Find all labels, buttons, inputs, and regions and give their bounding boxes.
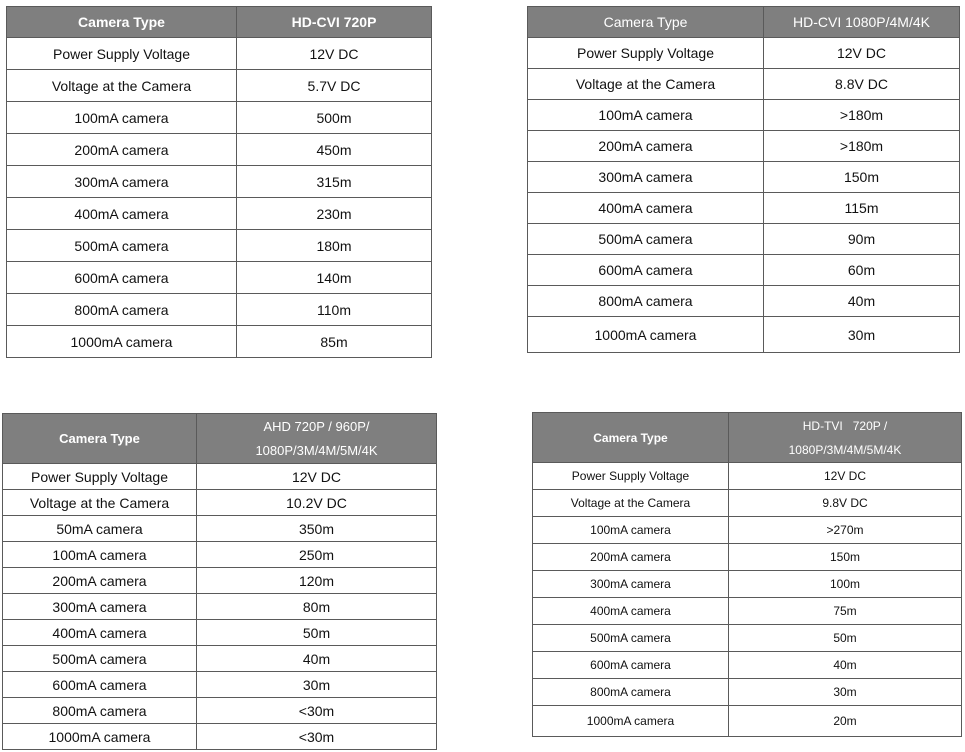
row-value: 350m [197,516,437,542]
table-row [7,102,432,134]
row-label: 500mA camera [7,230,237,262]
table-row [528,224,960,255]
header-camera-type: Camera Type [533,413,729,463]
row-label: 800mA camera [3,698,197,724]
row-value: 40m [729,652,962,679]
row-label: 500mA camera [533,625,729,652]
row-value: 110m [237,294,432,326]
row-value: 250m [197,542,437,568]
row-value: 150m [729,544,962,571]
row-label: 200mA camera [533,544,729,571]
table-row [7,326,432,358]
table-row [3,542,437,568]
row-value: <30m [197,724,437,750]
row-value: 12V DC [197,464,437,490]
row-value: 85m [237,326,432,358]
table-row [528,286,960,317]
row-value: 120m [197,568,437,594]
table-row [528,131,960,162]
table-row [533,544,962,571]
row-label: 100mA camera [7,102,237,134]
row-label: Voltage at the Camera [7,70,237,102]
hdcvi-720p-table [6,6,432,358]
table-header-row [7,7,432,38]
table-row [533,490,962,517]
table-row [533,571,962,598]
header-camera-model: HD-CVI 1080P/4M/4K [764,7,960,38]
row-value: 12V DC [764,38,960,69]
table-row [533,598,962,625]
row-value: 30m [729,679,962,706]
row-label: Power Supply Voltage [528,38,764,69]
row-label: 100mA camera [528,100,764,131]
table-row [528,38,960,69]
row-label: Voltage at the Camera [3,490,197,516]
row-value: 50m [729,625,962,652]
row-value: 315m [237,166,432,198]
header-model-line-2: 1080P/3M/4M/5M/4K [255,442,378,458]
header-model-line-1: HD-TVI 720P / [802,418,888,433]
row-value: 75m [729,598,962,625]
row-value: 30m [197,672,437,698]
row-label: Voltage at the Camera [528,69,764,100]
hdcvi-1080p-table [527,6,960,353]
table-row [7,262,432,294]
table-row [7,166,432,198]
row-label: 600mA camera [7,262,237,294]
row-label: 800mA camera [528,286,764,317]
header-model-line-2: 1080P/3M/4M/5M/4K [788,442,902,457]
row-label: 500mA camera [528,224,764,255]
table-row [528,317,960,353]
table-row [533,652,962,679]
row-label: 1000mA camera [3,724,197,750]
header-camera-type: Camera Type [528,7,764,38]
row-label: 400mA camera [533,598,729,625]
row-value: 9.8V DC [729,490,962,517]
row-label: Voltage at the Camera [533,490,729,517]
row-label: 400mA camera [3,620,197,646]
header-camera-model [197,414,437,464]
table-header-row [533,413,962,463]
table-row [533,517,962,544]
row-value: 12V DC [237,38,432,70]
row-label: 100mA camera [533,517,729,544]
row-value: 90m [764,224,960,255]
row-label: Power Supply Voltage [3,464,197,490]
table-row [7,294,432,326]
table-row [3,464,437,490]
table-row [7,230,432,262]
table-row [7,70,432,102]
table-row [7,134,432,166]
row-value: 500m [237,102,432,134]
hdtvi-table [532,412,962,737]
row-label: 1000mA camera [533,706,729,737]
row-label: 200mA camera [7,134,237,166]
header-camera-model: HD-CVI 720P [237,7,432,38]
row-label: 1000mA camera [528,317,764,353]
table-row [533,679,962,706]
row-label: Power Supply Voltage [7,38,237,70]
table-row [533,463,962,490]
table-row [528,162,960,193]
table-header-row [3,414,437,464]
row-value: 30m [764,317,960,353]
row-value: 60m [764,255,960,286]
row-label: 500mA camera [3,646,197,672]
row-value: 8.8V DC [764,69,960,100]
row-label: 300mA camera [528,162,764,193]
table-row [533,625,962,652]
row-label: 600mA camera [533,652,729,679]
ahd-table [2,413,437,750]
table-row [3,516,437,542]
table-row [3,490,437,516]
row-label: 600mA camera [3,672,197,698]
table-row [3,672,437,698]
row-label: 200mA camera [3,568,197,594]
row-value: 50m [197,620,437,646]
table-row [528,193,960,224]
row-label: 300mA camera [7,166,237,198]
table-row [3,698,437,724]
row-value: >180m [764,131,960,162]
table-row [7,38,432,70]
table-row [528,255,960,286]
row-value: 115m [764,193,960,224]
row-label: 600mA camera [528,255,764,286]
table-row [528,100,960,131]
table-row [7,198,432,230]
row-value: <30m [197,698,437,724]
row-label: 1000mA camera [7,326,237,358]
row-value: 150m [764,162,960,193]
header-camera-type: Camera Type [3,414,197,464]
row-label: 800mA camera [533,679,729,706]
row-label: 50mA camera [3,516,197,542]
row-label: 400mA camera [528,193,764,224]
row-value: 40m [764,286,960,317]
row-value: 180m [237,230,432,262]
row-value: 230m [237,198,432,230]
table-row [3,724,437,750]
row-label: 300mA camera [533,571,729,598]
row-value: 5.7V DC [237,70,432,102]
row-label: 400mA camera [7,198,237,230]
row-value: 80m [197,594,437,620]
header-camera-model [729,413,962,463]
header-camera-type: Camera Type [7,7,237,38]
table-row [3,646,437,672]
row-label: 300mA camera [3,594,197,620]
row-value: 12V DC [729,463,962,490]
row-value: 20m [729,706,962,737]
row-label: Power Supply Voltage [533,463,729,490]
table-row [528,69,960,100]
table-row [3,620,437,646]
table-row [3,568,437,594]
row-value: 10.2V DC [197,490,437,516]
row-value: 100m [729,571,962,598]
header-model-line-1: AHD 720P / 960P/ [263,418,370,434]
row-value: >270m [729,517,962,544]
row-label: 200mA camera [528,131,764,162]
row-value: >180m [764,100,960,131]
row-value: 140m [237,262,432,294]
table-row [3,594,437,620]
table-header-row [528,7,960,38]
row-value: 450m [237,134,432,166]
row-value: 40m [197,646,437,672]
table-row [533,706,962,737]
row-label: 100mA camera [3,542,197,568]
row-label: 800mA camera [7,294,237,326]
